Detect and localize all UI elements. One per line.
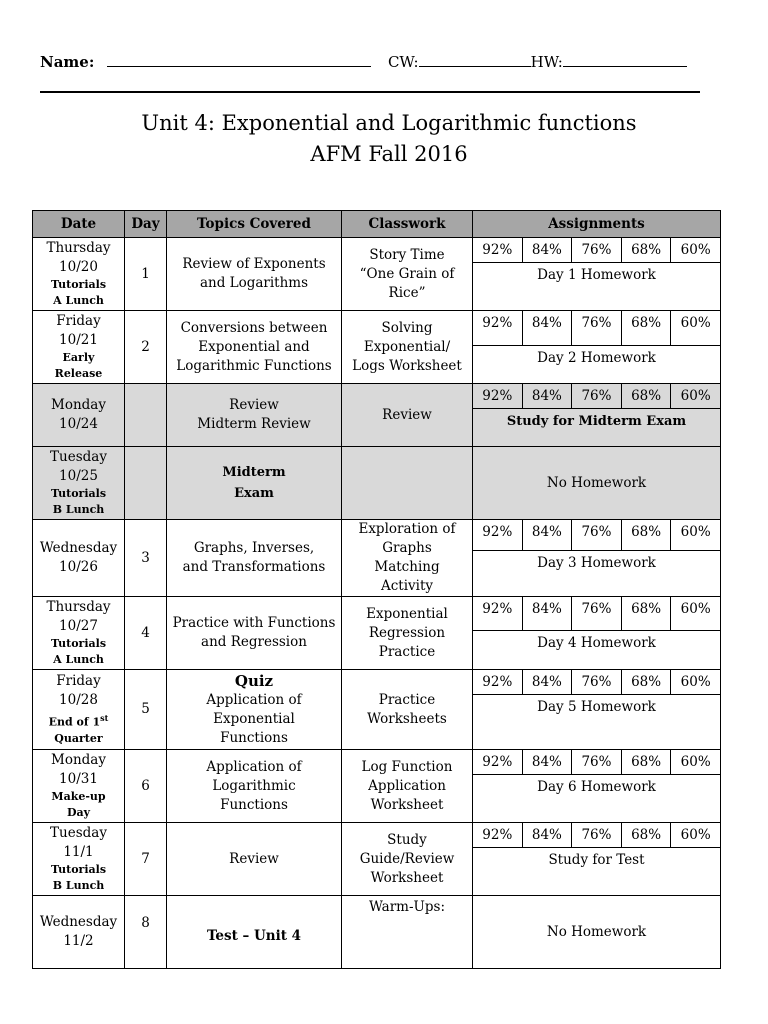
classwork-line: Regression: [368, 624, 446, 641]
assignment-cell: No Homework: [473, 447, 721, 520]
grade-92: 92%: [473, 238, 523, 262]
date-note: Tutorials: [50, 487, 107, 500]
assignment-cell: [473, 520, 721, 597]
topic-line: Review of Exponents: [182, 256, 326, 272]
grade-60: 60%: [680, 315, 711, 331]
date-note: Tutorials: [50, 278, 107, 291]
day-cell: 3: [125, 520, 167, 597]
table-row: [33, 896, 721, 969]
topic-line: Conversions between: [180, 319, 328, 336]
grade-76: 76%: [572, 750, 622, 774]
date-note-text: End of 1: [48, 715, 101, 729]
cw-label: CW:: [387, 53, 419, 71]
date-cell: [33, 896, 125, 969]
topic-cell: [167, 447, 342, 520]
grade-scale: [473, 311, 720, 346]
assignment-cell: [473, 670, 721, 750]
homework-text: Day 6 Homework: [537, 779, 656, 795]
date-weekday: Tuesday: [50, 825, 107, 841]
topic-cell: [167, 384, 342, 447]
grade-76: 76%: [572, 311, 622, 345]
classwork-line: Log Function: [361, 758, 453, 775]
date-value: 10/26: [59, 559, 98, 575]
grade-scale: [473, 238, 720, 263]
grade-76: 76%: [572, 670, 622, 694]
topic-line: Functions: [220, 729, 288, 746]
date-weekday: Thursday: [46, 599, 111, 615]
grade-92: 92%: [473, 311, 523, 345]
grade-scale: [473, 384, 720, 409]
hw-blank: [563, 52, 687, 67]
date-weekday: Monday: [51, 752, 106, 768]
date-weekday: Thursday: [46, 240, 111, 256]
topic-line: Application of: [206, 691, 302, 708]
topic-cell: [167, 520, 342, 597]
homework-text: Day 3 Homework: [537, 555, 656, 571]
topic-cell: [167, 597, 342, 670]
assignment-cell: No Homework: [473, 896, 721, 969]
table-row: [33, 520, 721, 597]
day-cell: [125, 447, 167, 520]
topic-cell: [167, 311, 342, 384]
name-label: Name:: [40, 53, 95, 71]
table-row: [33, 238, 721, 311]
grade-68: 68%: [622, 670, 672, 694]
date-cell: [33, 670, 125, 750]
grade-76: 76%: [572, 597, 622, 630]
grade-60: 60%: [680, 674, 711, 690]
date-note-2: A Lunch: [53, 294, 104, 307]
topic-line: Logarithmic: [212, 777, 296, 794]
date-cell: [33, 597, 125, 670]
day-cell: 1: [125, 238, 167, 311]
col-day: Day: [125, 211, 167, 238]
topic-line: Midterm Review: [197, 416, 311, 432]
grade-scale: [473, 823, 720, 848]
date-note-2: A Lunch: [53, 653, 104, 666]
topic-line: Exam: [234, 486, 274, 501]
col-assignments: Assignments: [473, 211, 721, 238]
grade-68: 68%: [622, 750, 672, 774]
schedule-table: [32, 210, 721, 969]
grade-84: 84%: [523, 750, 573, 774]
classwork-line: Logs Worksheet: [352, 357, 462, 374]
homework-text: Day 1 Homework: [537, 267, 656, 283]
hw-label: HW:: [530, 53, 563, 71]
grade-76: 76%: [572, 238, 622, 262]
topic-cell: [167, 238, 342, 311]
date-note: Make-up: [51, 790, 106, 803]
day-cell: [125, 384, 167, 447]
date-note-2: B Lunch: [52, 503, 105, 516]
date-value: 10/28: [59, 692, 98, 709]
date-note: Tutorials: [50, 863, 107, 876]
date-note: Early: [62, 351, 95, 364]
classwork-cell: [342, 238, 473, 311]
grade-60: 60%: [680, 242, 711, 258]
grade-92: 92%: [473, 520, 523, 550]
grade-scale: [473, 597, 720, 631]
classwork-cell: [342, 670, 473, 750]
table-row: [33, 750, 721, 823]
grade-68: 68%: [622, 823, 672, 847]
classwork-line: Rice”: [388, 284, 426, 301]
classwork-line: Worksheets: [367, 710, 447, 727]
assignment-cell: [473, 750, 721, 823]
grade-68: 68%: [622, 520, 672, 550]
date-cell: [33, 238, 125, 311]
cw-blank: [419, 52, 531, 67]
grade-60: 60%: [680, 524, 711, 540]
day-cell: 2: [125, 311, 167, 384]
topic-cell: Test – Unit 4: [167, 896, 342, 969]
date-note-2: B Lunch: [52, 879, 105, 892]
table-row: [33, 670, 721, 750]
quiz-label: Quiz: [234, 671, 274, 690]
grade-60: 60%: [680, 601, 711, 617]
grade-68: 68%: [622, 311, 672, 345]
table-row: [33, 384, 721, 447]
grade-84: 84%: [523, 520, 573, 550]
topic-line: and Transformations: [182, 559, 326, 575]
grade-scale: [473, 670, 720, 695]
date-cell: [33, 311, 125, 384]
day-cell: 4: [125, 597, 167, 670]
classwork-line: Story Time: [369, 246, 445, 263]
grade-84: 84%: [523, 670, 573, 694]
grade-68: 68%: [622, 384, 672, 408]
homework-text: Day 2 Homework: [537, 350, 656, 366]
topic-line: Exponential and: [198, 338, 310, 355]
date-weekday: Wednesday: [39, 914, 118, 930]
table-row: [33, 447, 721, 520]
topic-line: Functions: [220, 796, 288, 813]
classwork-line: Exploration of: [358, 521, 456, 537]
page-title: Unit 4: Exponential and Logarithmic functions: [141, 111, 637, 135]
classwork-line: “One Grain of: [359, 265, 455, 282]
homework-text: Study for Midterm Exam: [506, 414, 687, 429]
student-header: [40, 52, 687, 71]
homework-text: Day 4 Homework: [537, 635, 656, 651]
assignment-cell: [473, 597, 721, 670]
header-rule: [40, 91, 700, 93]
topic-line: Practice with Functions: [172, 615, 336, 631]
grade-84: 84%: [523, 597, 573, 630]
topic-cell: [167, 750, 342, 823]
topic-cell: Review: [167, 823, 342, 896]
day-cell: 6: [125, 750, 167, 823]
grade-68: 68%: [622, 238, 672, 262]
classwork-line: Application: [368, 777, 446, 794]
date-value: 10/25: [59, 468, 98, 484]
grade-92: 92%: [473, 823, 523, 847]
date-note-2: Release: [54, 367, 103, 380]
date-note-2: Day: [66, 806, 91, 819]
grade-76: 76%: [572, 384, 622, 408]
assignment-cell: [473, 311, 721, 384]
date-value: 10/31: [59, 771, 98, 787]
date-value: 10/27: [59, 618, 98, 634]
day-cell: 7: [125, 823, 167, 896]
grade-60: 60%: [680, 388, 711, 404]
grade-84: 84%: [523, 311, 573, 345]
date-note-2: Quarter: [54, 731, 103, 745]
classwork-line: Study: [387, 831, 427, 848]
topic-line: and Logarithms: [199, 275, 309, 291]
classwork-line: Graphs: [382, 540, 432, 556]
topic-line: Logarithmic Functions: [176, 357, 332, 374]
page-subtitle: AFM Fall 2016: [310, 142, 468, 166]
date-weekday: Monday: [51, 397, 106, 413]
classwork-line: Matching: [374, 559, 440, 575]
col-topics: Topics Covered: [167, 211, 342, 238]
date-cell: [33, 750, 125, 823]
col-date: Date: [33, 211, 125, 238]
assignment-cell: [473, 823, 721, 896]
grade-84: 84%: [523, 238, 573, 262]
classwork-cell: [342, 447, 473, 520]
table-row: [33, 597, 721, 670]
date-note: [35, 710, 122, 731]
date-cell: [33, 823, 125, 896]
grade-84: 84%: [523, 384, 573, 408]
assignment-cell: [473, 384, 721, 447]
day-cell: 8: [125, 896, 167, 969]
date-value: 11/1: [63, 844, 94, 860]
date-cell: [33, 384, 125, 447]
classwork-cell: [342, 520, 473, 597]
grade-60: 60%: [680, 827, 711, 843]
topic-line: Midterm: [222, 465, 286, 480]
grade-92: 92%: [473, 384, 523, 408]
grade-60: 60%: [680, 754, 711, 770]
topic-line: Review: [229, 397, 279, 413]
grade-92: 92%: [473, 750, 523, 774]
day-cell: 5: [125, 670, 167, 750]
classwork-line: Activity: [380, 578, 434, 594]
topic-cell: [167, 670, 342, 750]
classwork-line: Solving: [381, 319, 433, 336]
classwork-cell: [342, 823, 473, 896]
date-weekday: Friday: [56, 673, 101, 690]
grade-92: 92%: [473, 597, 523, 630]
topic-line: Application of: [206, 758, 302, 775]
name-blank: [107, 52, 371, 67]
assignment-cell: [473, 238, 721, 311]
classwork-cell: [342, 597, 473, 670]
date-note: Tutorials: [50, 637, 107, 650]
grade-76: 76%: [572, 520, 622, 550]
table-row: [33, 311, 721, 384]
grade-scale: [473, 750, 720, 775]
table-row: [33, 823, 721, 896]
classwork-line: Guide/Review: [359, 850, 455, 867]
homework-text: Study for Test: [548, 852, 645, 868]
classwork-cell: Warm-Ups:: [342, 896, 473, 969]
date-weekday: Friday: [56, 313, 101, 329]
classwork-cell: [342, 311, 473, 384]
date-value: 10/21: [59, 332, 98, 348]
grade-92: 92%: [473, 670, 523, 694]
classwork-line: Worksheet: [370, 796, 444, 813]
topic-line: and Regression: [201, 634, 307, 650]
topic-line: Exponential: [213, 710, 295, 727]
classwork-cell: Review: [342, 384, 473, 447]
classwork-line: Practice: [378, 691, 436, 708]
classwork-line: Exponential: [366, 605, 448, 622]
date-note-sup: st: [100, 713, 109, 724]
grade-68: 68%: [622, 597, 672, 630]
topic-line: Graphs, Inverses,: [193, 540, 315, 556]
grade-76: 76%: [572, 823, 622, 847]
date-cell: [33, 447, 125, 520]
date-value: 10/24: [59, 416, 98, 432]
classwork-line: Worksheet: [370, 869, 444, 886]
classwork-line: Exponential/: [363, 338, 451, 355]
classwork-cell: [342, 750, 473, 823]
date-weekday: Tuesday: [50, 449, 107, 465]
date-cell: [33, 520, 125, 597]
date-value: 11/2: [63, 933, 94, 949]
grade-scale: [473, 520, 720, 551]
grade-84: 84%: [523, 823, 573, 847]
col-classwork: Classwork: [342, 211, 473, 238]
date-weekday: Wednesday: [39, 540, 118, 556]
date-value: 10/20: [59, 259, 98, 275]
homework-text: Day 5 Homework: [537, 699, 656, 715]
table-header-row: [33, 211, 721, 238]
classwork-line: Practice: [378, 643, 436, 660]
